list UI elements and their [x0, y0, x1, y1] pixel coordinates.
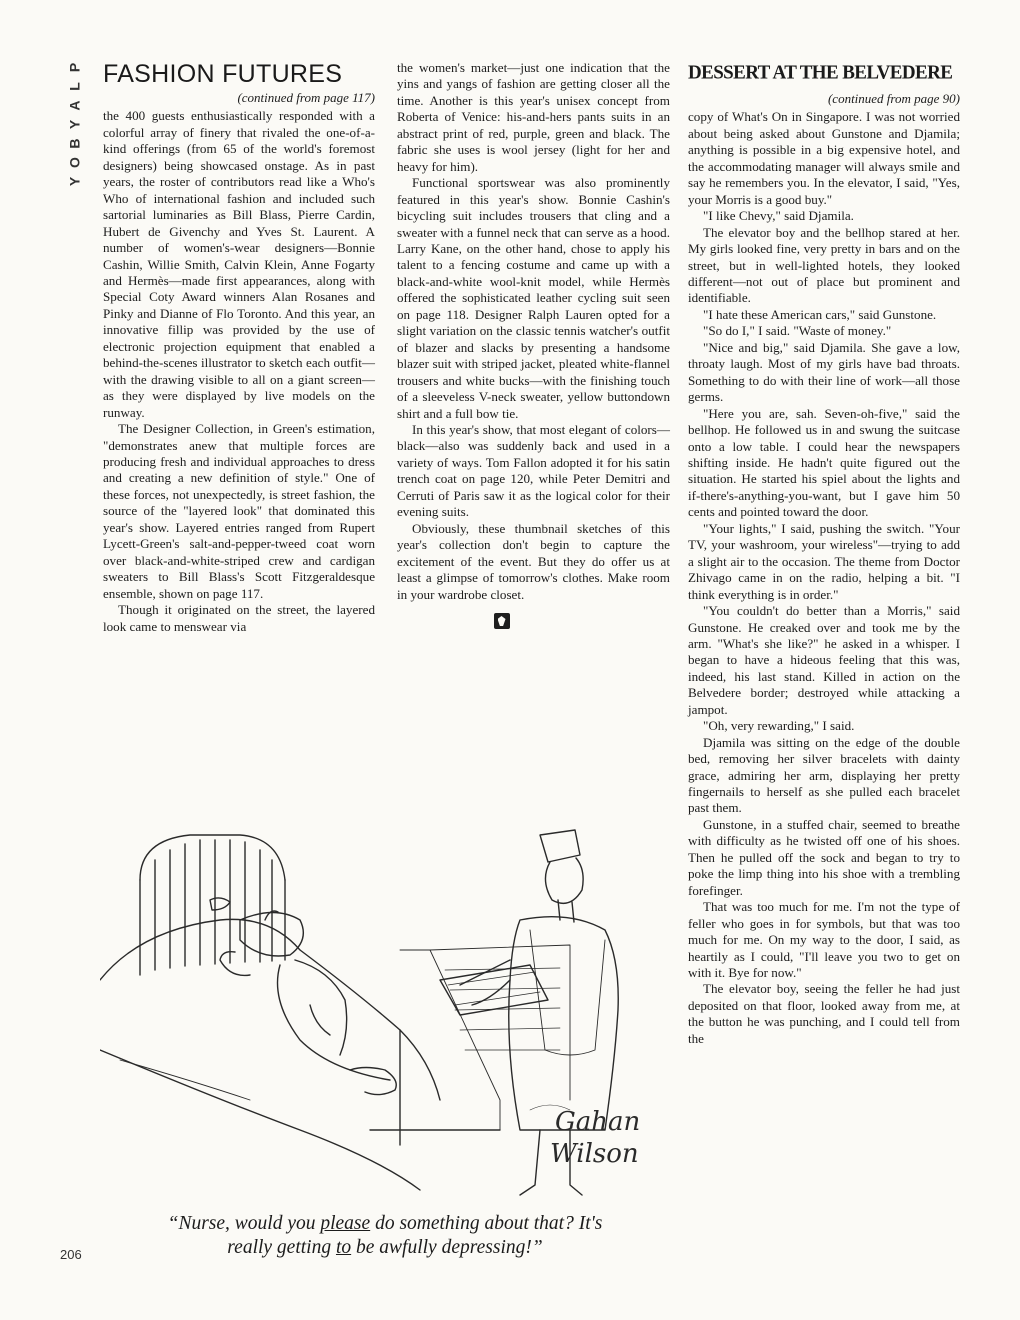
- side-letter: L: [66, 82, 83, 91]
- continued-note: (continued from page 90): [827, 91, 960, 106]
- paragraph: "I hate these American cars," said Gunstone.: [703, 306, 937, 322]
- paragraph: The elevator boy, seeing the feller he had just deposited on that floor, looked away from me, at the button he was punching, and I could tell from the: [688, 981, 960, 1046]
- paragraph: Gunstone, in a stuffed chair, seemed to breathe with difficulty as he twisted off one of his shoes. Then he pulled off the sock and began to try to poke the limp thing into his shoe with a trembling forefinger.: [688, 816, 960, 898]
- cartoon-illustration: [100, 800, 680, 1205]
- paragraph: In this year's show, that most elegant of colors—black—also was suddenly back and used in a variety of ways. Tom Fallon adopted it for his satin trench coat on page 120, while Peter Demitri and Cerruti of Paris saw it as the logical color for their evening suits.: [397, 421, 670, 520]
- paragraph: That was too much for me. I'm not the type of feller who goes in for symbols, but that was too much for me. On my way to the door, I said, as heartily as I could, "I'll leave you two to get on with it. Bye for now.": [688, 899, 960, 981]
- article-column-3: [688, 59, 960, 1047]
- magazine-side-label: [64, 58, 86, 191]
- side-letter: Y: [66, 119, 83, 130]
- caption-emphasis: please: [320, 1213, 371, 1234]
- paragraph: The elevator boy and the bellhop stared at her. My girls looked fine, very pretty in bars and on the street, but in well-lighted hotels, they looked different—not out of place but prominent and identifiable.: [688, 224, 960, 306]
- paragraph: Djamila was sitting on the edge of the double bed, removing her silver bracelets with dainty grace, admiring her arm, displaying her pretty fingernails to herself as she pulled each bracelet past them.: [688, 734, 960, 816]
- patient-figure: [210, 898, 396, 1095]
- caption-text: “Nurse, would you: [167, 1213, 321, 1234]
- side-letter: A: [66, 100, 83, 111]
- paragraph: Obviously, these thumbnail sketches of this year's collection don't begin to capture the excitement of the event. But they do offer us at least a glimpse of tomorrow's clothes. Make room in your wardrobe closet.: [397, 520, 670, 602]
- article-title-dessert: DESSERT AT THE BELVEDERE: [688, 61, 953, 84]
- paragraph: "Oh, very rewarding," I said.: [703, 718, 855, 734]
- continued-note: (continued from page 117): [237, 90, 375, 105]
- paragraph: the 400 guests enthusiastically responded with a colorful array of finery that rivaled the one-of-a-kind offerings (from 65 of the world's foremost designers) being showcased onstage. As in past years, the roster of contributors read like a Who's Who of international fashion and included such sartorial luminaries as Bill Blass, Pierre Cardin, Hubert de Givenchy and Yves St. Laurent. A number of women's-wear designers—Bonnie Cashin, Willie Smith, Calvin Klein, Anne Fogarty and Hermès—made first appearances, along with Special Coty Award winners Alan Rosanes and Pinky and Dianne of Flo Toronto. And this year, an innovative fillip was provided by the use of electronic projection equipment that enabled a behind-the-scenes illustrator to sketch each outfit—with the drawing visible to all on a giant screen—as they were displayed by live models on the runway.: [103, 108, 375, 420]
- paragraph: "I like Chevy," said Djamila.: [703, 208, 854, 224]
- caption-text: do something about that? It's really getting: [227, 1213, 603, 1258]
- side-letter: O: [66, 157, 83, 168]
- caption-text: be awfully depressing!”: [351, 1237, 543, 1258]
- paragraph: Though it originated on the street, the layered look came to menswear via: [103, 602, 375, 634]
- rabbit-head-end-icon: [494, 613, 510, 629]
- paragraph: "You couldn't do better than a Morris," said Gunstone. He creaked over and took me by the arm. "What's she like?" he asked in a whisper. I began to have a hideous feeling that this was, indeed, his last stand. Killed in action on the Belvedere border; destroyed while attacking a jampot.: [688, 603, 960, 717]
- paragraph: The Designer Collection, in Green's estimation, "demonstrates anew that multiple forces are producing fresh and individual approaches to dress and creating a new definition of style." One of these forces, not unexpectedly, is street fashion, the source of the "layered look" that dominated this year's show. Layered entries ranged from Rupert Lycett-Green's salt-and-pepper-tweed coat worn over black-and-white-striped crew and cardigan sweaters to Bill Blass's Scott Fitzgeraldesque ensemble, shown on page 117.: [103, 421, 375, 601]
- article-title-fashion-futures: FASHION FUTURES: [103, 60, 343, 88]
- article-column-2: [397, 60, 670, 629]
- side-letter: B: [66, 138, 83, 149]
- paragraph: Functional sportswear was also prominently featured in this year's show. Bonnie Cashin's bicycling suit includes trousers that cling and a sweater with a funnel neck that can serve as a hood. Larry Kane, on the other hand, chose to apply his talent to a fencing costume and came up with a black-and-white wool-knit model, while Hermès offered the sophisticated leather cycling suit seen on page 118. Designer Ralph Lauren opted for a slight variation on the classic tennis watcher's outfit of blazer and slacks by presenting a handsome blazer suit with striped jacket, pleated white-flannel trousers and white bucks—with the finishing touch of a sleeveless V-neck sweater, yellow buttondown shirt and a full bow tie.: [397, 175, 670, 421]
- paragraph: "So do I," I said. "Waste of money.": [703, 323, 892, 339]
- signature-wilson: Wilson: [550, 1139, 639, 1169]
- caption-emphasis: to: [335, 1237, 352, 1258]
- page-number: 206: [60, 1247, 82, 1262]
- paragraph: the women's market—just one indication that the yins and yangs of fashion are getting closer all the time. Another is this year's unisex concept from Roberta of Venice: his-and-hers pants suits in an abstract print of red, purple, green and black. The fabric she uses is wool jersey (light for her and heavy for him).: [397, 60, 670, 174]
- side-letter: Y: [66, 176, 83, 187]
- paragraph: "Nice and big," said Djamila. She gave a low, throaty laugh. Most of my girls have bad throats. Something to do with their line of work—all those germs.: [688, 339, 960, 405]
- side-letter: P: [66, 62, 83, 73]
- paragraph: "Here you are, sah. Seven-oh-five," said the bellhop. He followed us in and swung the suitcase onto a low table. I could hear the newspapers shifting inside. He hadn't quite figured out the situation. He started his spiel about the lights and if-there's-anything-you-want, but I gave him 50 cents and pointed toward the door.: [688, 405, 960, 520]
- cartoon-caption: [155, 1212, 615, 1260]
- article-column-1: [103, 60, 375, 635]
- signature-gahan: Gahan: [555, 1107, 641, 1137]
- paragraph: "Your lights," I said, pushing the switch. "Your TV, your washroom, your wireless"—trying to add a slight air to the occasion. The theme from Doctor Zhivago came in on the radio, helping a bit. "I think everything is in order.": [688, 520, 960, 602]
- paragraph: copy of What's On in Singapore. I was not worried about being asked about Gunstone and Djamila; anything is possible in a big expensive hotel, and the accommodating manager will always smile and say he remembers you. In the elevator, I said, "Yes, your Morris is a good buy.": [688, 109, 960, 207]
